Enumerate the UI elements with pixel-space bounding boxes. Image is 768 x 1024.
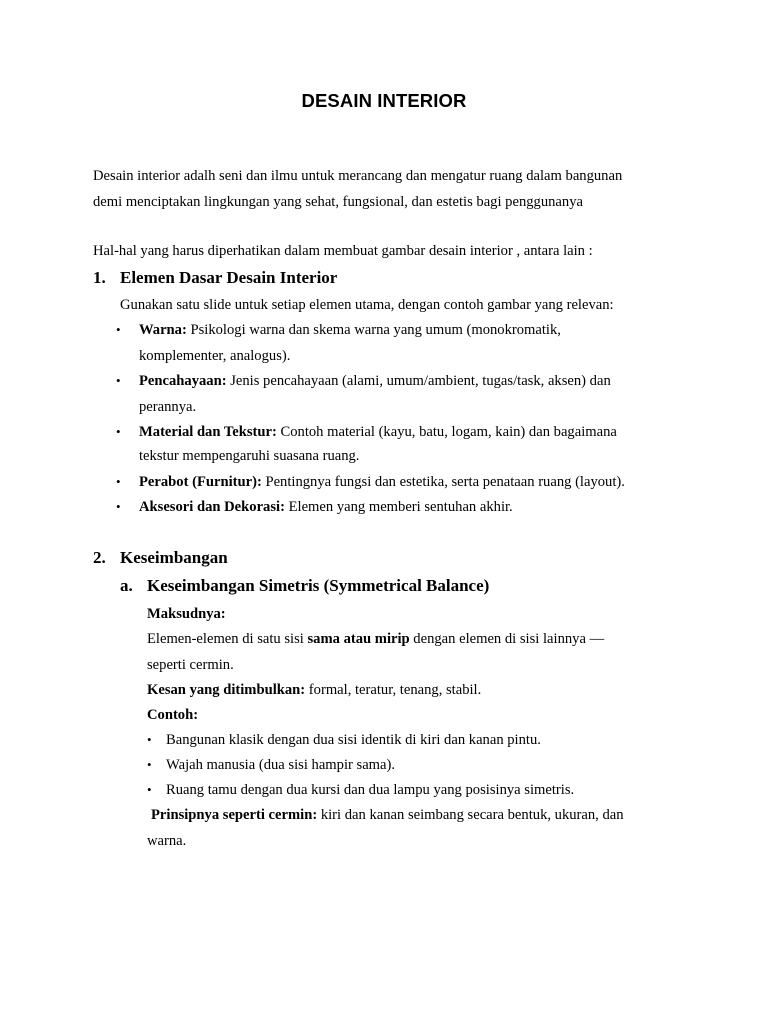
list-item-text: Pentingnya fungsi dan estetika, serta penataan ruang (layout). (261, 474, 625, 490)
section-1-heading: Elemen Dasar Desain Interior (120, 268, 338, 287)
maksud-continuation: seperti cermin. (147, 657, 234, 673)
example-item: Wajah manusia (dua sisi hampir sama). (166, 757, 396, 773)
example-item: Bangunan klasik dengan dua sisi identik di kiri dan kanan pintu. (166, 732, 541, 748)
list-item-term: Material dan Tekstur: (139, 424, 277, 440)
intro-line-1: Desain interior adalh seni dan ilmu untuk merancang dan mengatur ruang dalam bangunan (93, 168, 623, 184)
list-item (139, 371, 611, 391)
list-item (139, 320, 561, 340)
bullet-icon: • (116, 373, 121, 388)
bullet-icon: • (116, 474, 121, 489)
contoh-label: Contoh: (147, 707, 199, 723)
section-2-heading: Keseimbangan (120, 548, 228, 567)
kesan-label: Kesan yang ditimbulkan: (147, 682, 306, 698)
prinsip-line (151, 805, 624, 825)
subsection-a-letter: a. (120, 576, 133, 595)
list-item (139, 472, 625, 492)
prinsip-continuation: warna. (147, 833, 187, 849)
kesan-line (147, 680, 481, 700)
bullet-icon: • (147, 782, 152, 797)
example-item: Ruang tamu dengan dua kursi dan dua lampu yang posisinya simetris. (166, 782, 575, 798)
maksud-text-bold: sama atau mirip (307, 631, 410, 647)
bullet-icon: • (147, 757, 152, 772)
list-item-continuation: perannya. (139, 399, 197, 415)
prinsip-text: kiri dan kanan seimbang secara bentuk, ukuran, dan (317, 807, 624, 823)
maksud-text-pre: Elemen-elemen di satu sisi (147, 631, 308, 647)
maksud-text-post: dengan elemen di sisi lainnya — (409, 631, 605, 647)
subsection-a-heading: Keseimbangan Simetris (Symmetrical Balance) (147, 576, 490, 595)
section-1-intro: Gunakan satu slide untuk setiap elemen utama, dengan contoh gambar yang relevan: (120, 297, 614, 313)
list-item-term: Warna: (139, 322, 187, 338)
list-item-term: Pencahayaan: (139, 373, 227, 389)
list-item-text: Jenis pencahayaan (alami, umum/ambient, tugas/task, aksen) dan (226, 373, 611, 389)
bullet-icon: • (147, 732, 152, 747)
list-item (139, 422, 617, 442)
bullet-icon: • (116, 424, 121, 439)
list-item-text: Psikologi warna dan skema warna yang umum (monokromatik, (186, 322, 561, 338)
list-item-text: Contoh material (kayu, batu, logam, kain) dan bagaimana (276, 424, 617, 440)
list-item-continuation: tekstur mempengaruhi suasana ruang. (139, 448, 360, 464)
lead-paragraph: Hal-hal yang harus diperhatikan dalam membuat gambar desain interior , antara lain : (93, 243, 593, 259)
maksud-label: Maksudnya: (147, 606, 226, 622)
document-title: DESAIN INTERIOR (301, 90, 467, 111)
bullet-icon: • (116, 322, 121, 337)
bullet-icon: • (116, 499, 121, 514)
section-1-number: 1. (93, 268, 106, 287)
section-2-number: 2. (93, 548, 106, 567)
list-item-term: Perabot (Furnitur): (139, 474, 262, 490)
prinsip-label: Prinsipnya seperti cermin: (151, 807, 318, 823)
list-item-term: Aksesori dan Dekorasi: (139, 499, 285, 515)
list-item (139, 497, 513, 517)
kesan-text: formal, teratur, tenang, stabil. (305, 682, 482, 698)
list-item-text: Elemen yang memberi sentuhan akhir. (284, 499, 513, 515)
list-item-continuation: komplementer, analogus). (139, 348, 291, 364)
intro-line-2: demi menciptakan lingkungan yang sehat, fungsional, dan estetis bagi penggunanya (93, 194, 583, 210)
maksud-text (147, 629, 604, 649)
